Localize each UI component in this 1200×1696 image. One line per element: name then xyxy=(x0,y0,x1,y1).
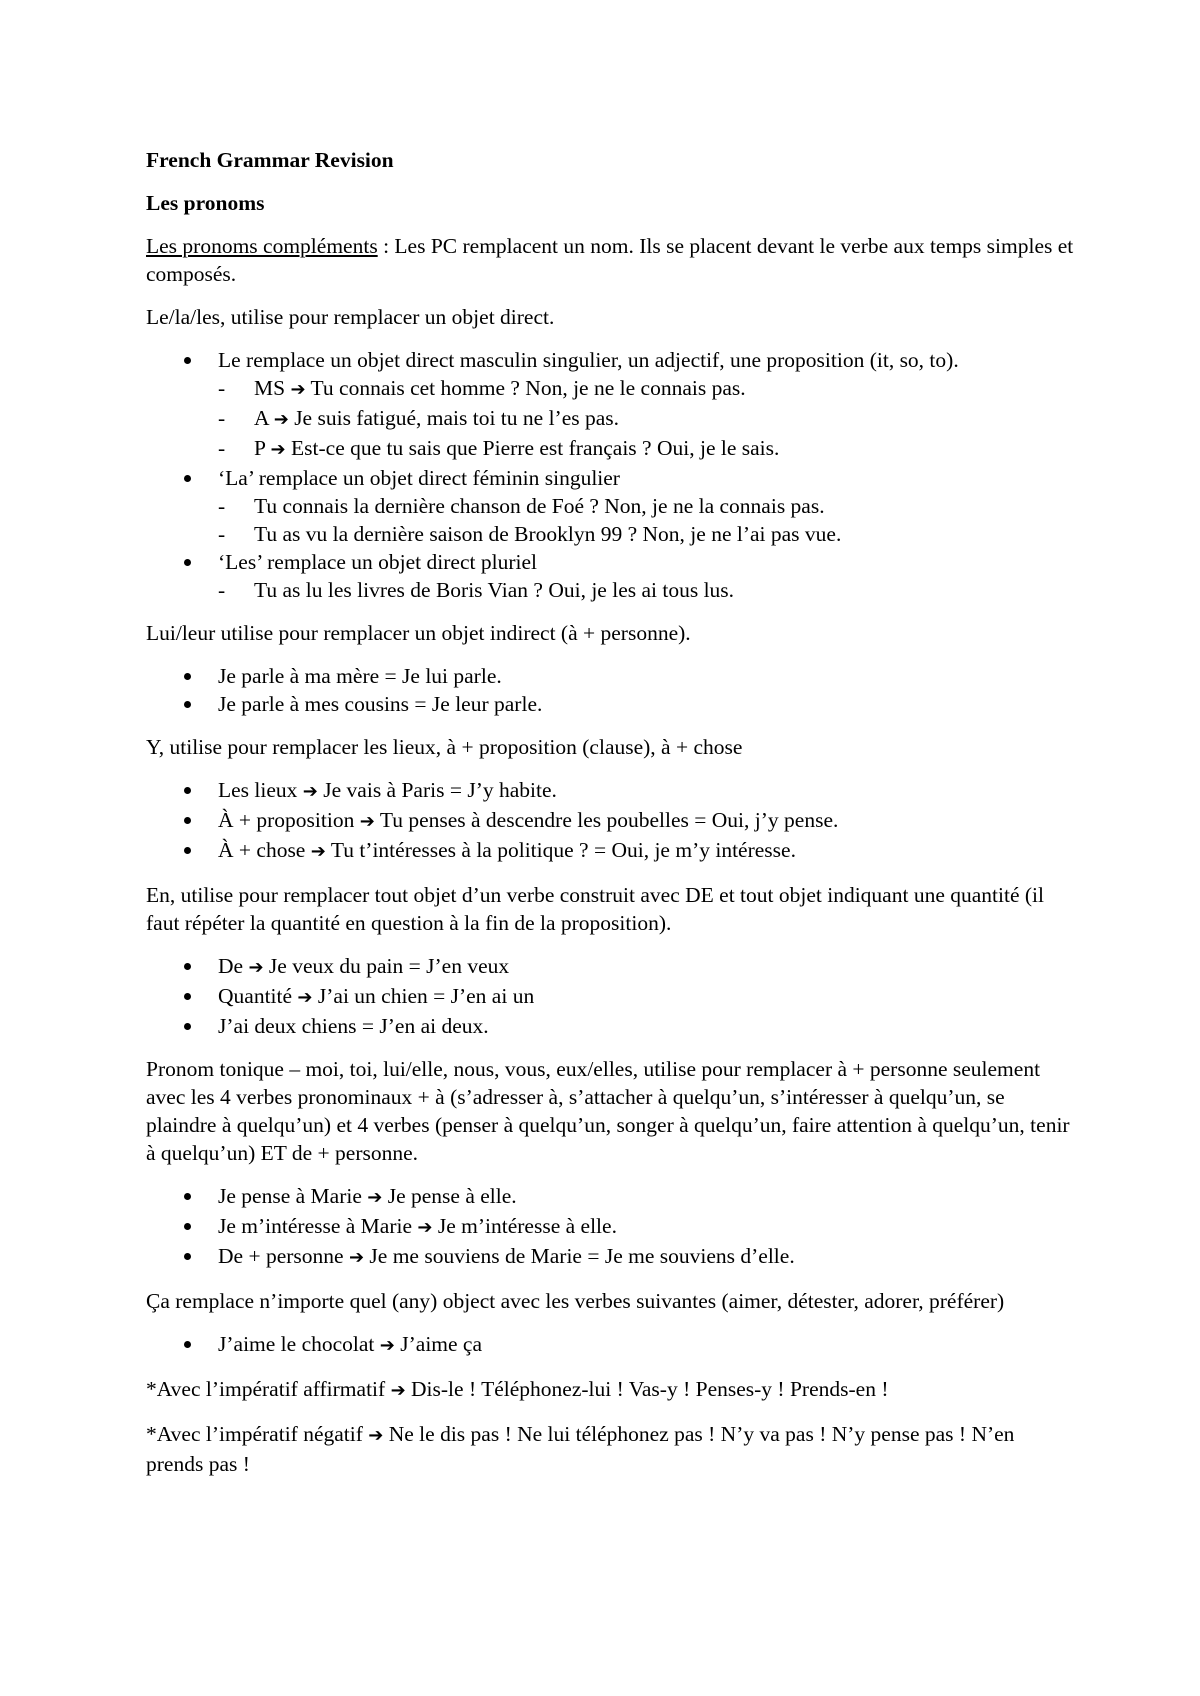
section-heading: Les pronoms xyxy=(146,191,265,215)
arrow-icon: ➔ xyxy=(302,781,318,802)
list-item xyxy=(146,464,1076,548)
document-content xyxy=(146,146,1076,1493)
s6-heading: Ça remplace n’importe quel (any) object avec les verbes suivantes (aimer, détester, adorer, préférer) xyxy=(146,1289,1005,1313)
list-item xyxy=(146,690,1076,718)
list-item xyxy=(146,1330,1076,1360)
list-item-text: Le remplace un objet direct masculin singulier, un adjectif, une proposition (it, so, to). xyxy=(218,348,959,372)
example-label: À + chose xyxy=(218,838,306,862)
sub-list-item xyxy=(218,434,1076,464)
arrow-icon: ➔ xyxy=(297,987,313,1008)
example-text: Je pense à elle. xyxy=(382,1184,517,1208)
example-label: De + personne xyxy=(218,1244,344,1268)
example-text: Je vais à Paris = J’y habite. xyxy=(317,778,557,802)
arrow-icon: ➔ xyxy=(248,957,264,978)
s5-list xyxy=(146,1182,1076,1272)
bullet-icon xyxy=(184,1223,191,1230)
list-item-text: ‘Les’ remplace un objet direct pluriel xyxy=(218,550,537,574)
s3-heading: Y, utilise pour remplacer les lieux, à + proposition (clause), à + chose xyxy=(146,735,743,759)
arrow-icon: ➔ xyxy=(290,379,306,400)
example-text: Je me souviens de Marie = Je me souviens d’elle. xyxy=(364,1244,795,1268)
example-label: Je pense à Marie xyxy=(218,1184,362,1208)
s6-list xyxy=(146,1330,1076,1360)
arrow-icon: ➔ xyxy=(390,1380,406,1401)
sub-list-item xyxy=(218,520,1076,548)
example-text: Tu penses à descendre les poubelles = Oui, j’y pense. xyxy=(374,808,839,832)
list-item xyxy=(146,346,1076,464)
example-label: Les lieux xyxy=(218,778,298,802)
s1-list xyxy=(146,346,1076,604)
bullet-icon xyxy=(184,357,191,364)
example-text: J’ai un chien = J’en ai un xyxy=(312,984,535,1008)
example-text: Est-ce que tu sais que Pierre est français ? Oui, je le sais. xyxy=(285,436,780,460)
arrow-icon: ➔ xyxy=(367,1187,383,1208)
example-label: À + proposition xyxy=(218,808,355,832)
bullet-icon xyxy=(184,701,191,708)
bullet-icon xyxy=(184,963,191,970)
s5-heading: Pronom tonique – moi, toi, lui/elle, nous, vous, eux/elles, utilise pour remplacer à + personne seulement avec les 4 verbes pronominaux + à (s’adresser à, s’attacher à quelqu’un, s’intéresser à quelqu’un, se plaindre à quelqu’un) et 4 verbes (penser à quelqu’un, songer à quelqu’un, faire attention à quelqu’un, tenir à quelqu’un) ET de + personne. xyxy=(146,1057,1070,1165)
list-item xyxy=(146,548,1076,604)
document-title: French Grammar Revision xyxy=(146,148,394,172)
s4-heading: En, utilise pour remplacer tout objet d’un verbe construit avec DE et tout objet indiquant une quantité (il faut répéter la quantité en question à la fin de la proposition). xyxy=(146,883,1044,935)
arrow-icon: ➔ xyxy=(368,1425,384,1446)
list-item xyxy=(146,1012,1076,1040)
arrow-icon: ➔ xyxy=(310,841,326,862)
intro-text: : Les PC remplacent un nom. Ils se placent devant le verbe aux temps simples et composés. xyxy=(146,234,1074,286)
dash-icon: - xyxy=(218,406,226,430)
list-item xyxy=(146,836,1076,866)
list-item xyxy=(146,662,1076,690)
note-text: Ne le dis pas ! Ne lui téléphonez pas ! N’y va pas ! N’y pense pas ! N’en prends pas ! xyxy=(146,1422,1015,1476)
s2-heading: Lui/leur utilise pour remplacer un objet indirect (à + personne). xyxy=(146,621,691,645)
bullet-icon xyxy=(184,787,191,794)
list-item xyxy=(146,1242,1076,1272)
example-label: De xyxy=(218,954,244,978)
sub-list-item xyxy=(218,404,1076,434)
bullet-icon xyxy=(184,993,191,1000)
note-negative xyxy=(146,1420,1076,1478)
arrow-icon: ➔ xyxy=(270,439,286,460)
list-item xyxy=(146,1212,1076,1242)
list-item xyxy=(146,776,1076,806)
list-item-text: ‘La’ remplace un objet direct féminin singulier xyxy=(218,466,620,490)
bullet-icon xyxy=(184,817,191,824)
example-text: Je suis fatigué, mais toi tu ne l’es pas. xyxy=(288,406,620,430)
list-item-text: Je parle à mes cousins = Je leur parle. xyxy=(218,692,543,716)
sub-list xyxy=(218,492,1076,548)
list-item xyxy=(146,806,1076,836)
dash-icon: - xyxy=(218,376,226,400)
arrow-icon: ➔ xyxy=(379,1335,395,1356)
example-text: Tu as vu la dernière saison de Brooklyn 99 ? Non, je ne l’ai pas vue. xyxy=(254,522,842,546)
bullet-icon xyxy=(184,673,191,680)
sub-list-item xyxy=(218,576,1076,604)
example-label: A xyxy=(254,406,269,430)
example-text: Je m’intéresse à elle. xyxy=(432,1214,617,1238)
dash-icon: - xyxy=(218,494,226,518)
note-label: *Avec l’impératif négatif xyxy=(146,1422,363,1446)
arrow-icon: ➔ xyxy=(348,1247,365,1268)
s2-list xyxy=(146,662,1076,718)
sub-list xyxy=(218,374,1076,464)
example-text: Tu connais la dernière chanson de Foé ? Non, je ne la connais pas. xyxy=(254,494,825,518)
example-label: Quantité xyxy=(218,984,293,1008)
dash-icon: - xyxy=(218,578,226,602)
note-label: *Avec l’impératif affirmatif xyxy=(146,1377,386,1401)
arrow-icon: ➔ xyxy=(273,409,289,430)
example-text: J’aime ça xyxy=(394,1332,483,1356)
bullet-icon xyxy=(184,1253,191,1260)
example-label: P xyxy=(254,436,266,460)
list-item-text: Je parle à ma mère = Je lui parle. xyxy=(218,664,502,688)
dash-icon: - xyxy=(218,522,226,546)
note-text: Dis-le ! Téléphonez-lui ! Vas-y ! Penses-y ! Prends-en ! xyxy=(405,1377,889,1401)
example-text: Je veux du pain = J’en veux xyxy=(263,954,510,978)
bullet-icon xyxy=(184,475,191,482)
arrow-icon: ➔ xyxy=(417,1217,433,1238)
example-label: Je m’intéresse à Marie xyxy=(218,1214,413,1238)
s3-list xyxy=(146,776,1076,866)
example-text: Tu as lu les livres de Boris Vian ? Oui, je les ai tous lus. xyxy=(254,578,735,602)
example-label: J’aime le chocolat xyxy=(218,1332,375,1356)
arrow-icon: ➔ xyxy=(359,811,375,832)
bullet-icon xyxy=(184,559,191,566)
example-text: Tu connais cet homme ? Non, je ne le connais pas. xyxy=(305,376,746,400)
bullet-icon xyxy=(184,1341,191,1348)
intro-label: Les pronoms compléments xyxy=(146,234,378,258)
sub-list-item xyxy=(218,492,1076,520)
intro-paragraph xyxy=(146,232,1076,288)
bullet-icon xyxy=(184,1193,191,1200)
list-item xyxy=(146,1182,1076,1212)
bullet-icon xyxy=(184,847,191,854)
example-label: MS xyxy=(254,376,286,400)
sub-list xyxy=(218,576,1076,604)
sub-list-item xyxy=(218,374,1076,404)
dash-icon: - xyxy=(218,436,226,460)
s4-list xyxy=(146,952,1076,1040)
note-affirmative xyxy=(146,1375,1076,1405)
list-item xyxy=(146,982,1076,1012)
list-item-text: J’ai deux chiens = J’en ai deux. xyxy=(218,1014,489,1038)
list-item xyxy=(146,952,1076,982)
s1-heading: Le/la/les, utilise pour remplacer un objet direct. xyxy=(146,305,555,329)
bullet-icon xyxy=(184,1023,191,1030)
example-text: Tu t’intéresses à la politique ? = Oui, je m’y intéresse. xyxy=(325,838,796,862)
